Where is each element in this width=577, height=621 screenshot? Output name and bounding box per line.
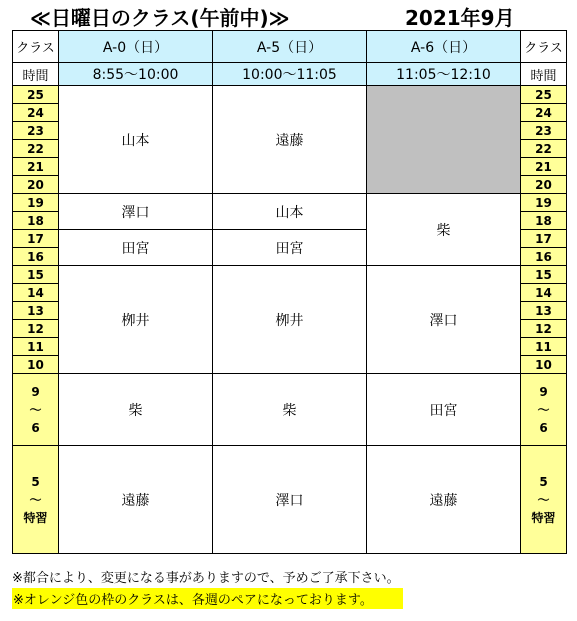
level-number: 20 — [13, 176, 59, 194]
level-number: 16 — [13, 248, 59, 266]
level-number: 25 — [13, 86, 59, 104]
level-group-9-6 — [521, 374, 567, 446]
level-number: 13 — [13, 302, 59, 320]
notice-orange-frame: ※オレンジ色の枠のクラスは、各週のペアになっております。 — [12, 588, 403, 609]
level-group-5-special — [521, 446, 567, 554]
schedule-table — [12, 30, 567, 554]
teacher-cell-a0-15-10: 栁井 — [59, 266, 213, 374]
level-number: 10 — [521, 356, 567, 374]
teacher-cell-a6-15-10: 澤口 — [367, 266, 521, 374]
time-label-left: 時間 — [13, 63, 59, 86]
level-number: 23 — [521, 122, 567, 140]
time-header-a5: 10:00〜11:05 — [213, 63, 367, 86]
time-header-a0: 8:55〜10:00 — [59, 63, 213, 86]
level-number: 21 — [13, 158, 59, 176]
level-number: 13 — [521, 302, 567, 320]
time-header-a6: 11:05〜12:10 — [367, 63, 521, 86]
teacher-cell-a5-17-16: 田宮 — [213, 230, 367, 266]
page-title: ≪日曜日のクラス(午前中)≫ — [30, 6, 290, 30]
level-number: 9 — [31, 384, 40, 399]
level-number: 6 — [539, 420, 548, 435]
level-number: 20 — [521, 176, 567, 194]
level-number: 6 — [31, 420, 40, 435]
teacher-cell-a6-9-6: 田宮 — [367, 374, 521, 446]
teacher-cell-a0-9-6: 柴 — [59, 374, 213, 446]
level-tilde: 〜 — [537, 402, 550, 417]
level-special: 特習 — [23, 510, 48, 525]
month-label: 2021年9月 — [405, 6, 515, 30]
level-number: 5 — [539, 474, 548, 489]
level-group-5-special — [13, 446, 59, 554]
level-number: 22 — [13, 140, 59, 158]
teacher-cell-a0-19-18: 澤口 — [59, 194, 213, 230]
class-header-a5: A-5（日） — [213, 31, 367, 63]
level-number: 24 — [13, 104, 59, 122]
teacher-cell-a5-9-6: 柴 — [213, 374, 367, 446]
level-number: 25 — [521, 86, 567, 104]
teacher-cell-a5-25-20: 遠藤 — [213, 86, 367, 194]
class-label-left: クラス — [13, 31, 59, 63]
level-number: 19 — [13, 194, 59, 212]
level-tilde: 〜 — [537, 492, 550, 507]
level-number: 23 — [13, 122, 59, 140]
level-number: 14 — [13, 284, 59, 302]
teacher-cell-a5-15-10: 栁井 — [213, 266, 367, 374]
level-number: 19 — [521, 194, 567, 212]
level-special: 特習 — [531, 510, 556, 525]
blocked-cell-a6-25-20 — [367, 86, 521, 194]
level-tilde: 〜 — [29, 402, 42, 417]
class-header-a0: A-0（日） — [59, 31, 213, 63]
level-number: 14 — [521, 284, 567, 302]
level-number: 17 — [13, 230, 59, 248]
class-label-right: クラス — [521, 31, 567, 63]
time-label-right: 時間 — [521, 63, 567, 86]
teacher-cell-a6-19-16: 柴 — [367, 194, 521, 266]
level-number: 15 — [521, 266, 567, 284]
level-number: 16 — [521, 248, 567, 266]
teacher-cell-a5-5: 澤口 — [213, 446, 367, 554]
teacher-cell-a0-17-16: 田宮 — [59, 230, 213, 266]
teacher-cell-a5-19-18: 山本 — [213, 194, 367, 230]
teacher-cell-a0-5: 遠藤 — [59, 446, 213, 554]
level-number: 24 — [521, 104, 567, 122]
level-number: 12 — [521, 320, 567, 338]
level-group-9-6 — [13, 374, 59, 446]
level-number: 22 — [521, 140, 567, 158]
level-number: 17 — [521, 230, 567, 248]
level-number: 15 — [13, 266, 59, 284]
level-number: 9 — [539, 384, 548, 399]
teacher-cell-a6-5: 遠藤 — [367, 446, 521, 554]
teacher-cell-a0-25-20: 山本 — [59, 86, 213, 194]
level-number: 11 — [13, 338, 59, 356]
notice-change: ※都合により、変更になる事がありますので、予めご了承下さい。 — [12, 571, 400, 586]
class-header-a6: A-6（日） — [367, 31, 521, 63]
level-number: 11 — [521, 338, 567, 356]
level-number: 18 — [13, 212, 59, 230]
level-number: 21 — [521, 158, 567, 176]
level-number: 18 — [521, 212, 567, 230]
level-number: 10 — [13, 356, 59, 374]
level-number: 12 — [13, 320, 59, 338]
level-number: 5 — [31, 474, 40, 489]
level-tilde: 〜 — [29, 492, 42, 507]
